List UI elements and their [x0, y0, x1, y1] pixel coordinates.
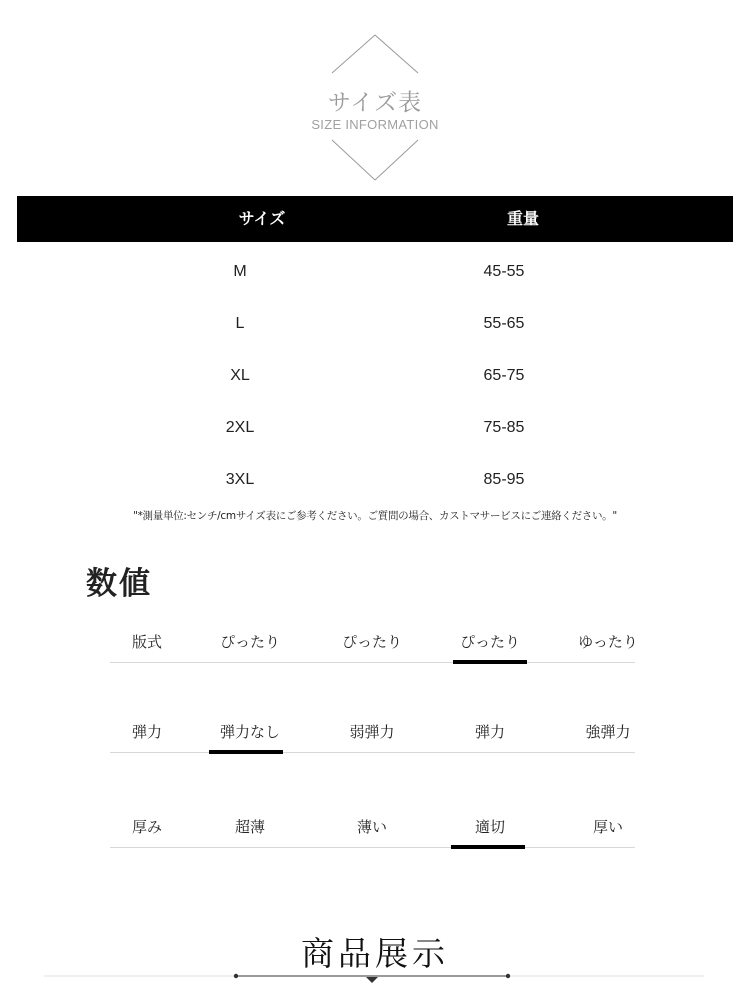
- fit-option: ぴったり: [219, 633, 280, 651]
- measurement-note: "*測量単位:センチ/cmサイズ表にご参考ください。ご質問の場合、カストマサービスにご連絡ください。": [133, 510, 617, 522]
- fit-row: [110, 622, 638, 663]
- weight-cell: 85-95: [483, 471, 525, 488]
- thickness-option-selected: 適切: [474, 818, 505, 836]
- column-header-size: サイズ: [238, 209, 286, 228]
- weight-cell: 45-55: [483, 263, 525, 280]
- divider-arrow-icon: [44, 968, 704, 985]
- elasticity-row: [110, 712, 635, 753]
- fit-option: ぴったり: [341, 633, 402, 651]
- size-cell: 2XL: [225, 419, 255, 436]
- selected-marker: [453, 660, 527, 664]
- size-table-header: [17, 196, 733, 242]
- fit-option-selected: ぴったり: [459, 633, 520, 651]
- column-header-weight: 重量: [506, 209, 539, 228]
- values-section-title: 数値: [86, 566, 152, 602]
- thickness-option: 超薄: [234, 818, 265, 836]
- fit-label: 版式: [131, 633, 162, 651]
- product-showcase-title: 商品展示: [301, 934, 449, 973]
- size-chart-subtitle: SIZE INFORMATION: [311, 117, 439, 132]
- elasticity-option: 弾力: [474, 723, 505, 741]
- selected-marker: [451, 845, 525, 849]
- weight-cell: 65-75: [483, 367, 525, 384]
- size-cell: M: [233, 263, 247, 280]
- selected-marker: [209, 750, 283, 754]
- thickness-row: [110, 807, 635, 848]
- thickness-option: 厚い: [592, 818, 623, 836]
- size-chart-title: サイズ表: [327, 90, 423, 116]
- table-row: [17, 298, 733, 350]
- size-cell: L: [235, 315, 245, 332]
- elasticity-label: 弾力: [131, 723, 162, 741]
- table-row: [17, 454, 733, 506]
- weight-cell: 75-85: [483, 419, 525, 436]
- table-row: [17, 402, 733, 454]
- size-cell: XL: [230, 367, 250, 384]
- thickness-option: 薄い: [356, 818, 387, 836]
- weight-cell: 55-65: [483, 315, 525, 332]
- table-row: [17, 350, 733, 402]
- fit-option: ゆったり: [578, 633, 638, 651]
- thickness-label: 厚み: [131, 818, 162, 836]
- divider-ornament: [44, 968, 704, 985]
- elasticity-option-selected: 弾力なし: [219, 723, 280, 741]
- size-cell: 3XL: [225, 471, 255, 488]
- table-row: [17, 246, 733, 298]
- elasticity-option: 強弾力: [585, 723, 631, 741]
- elasticity-option: 弱弾力: [349, 723, 395, 741]
